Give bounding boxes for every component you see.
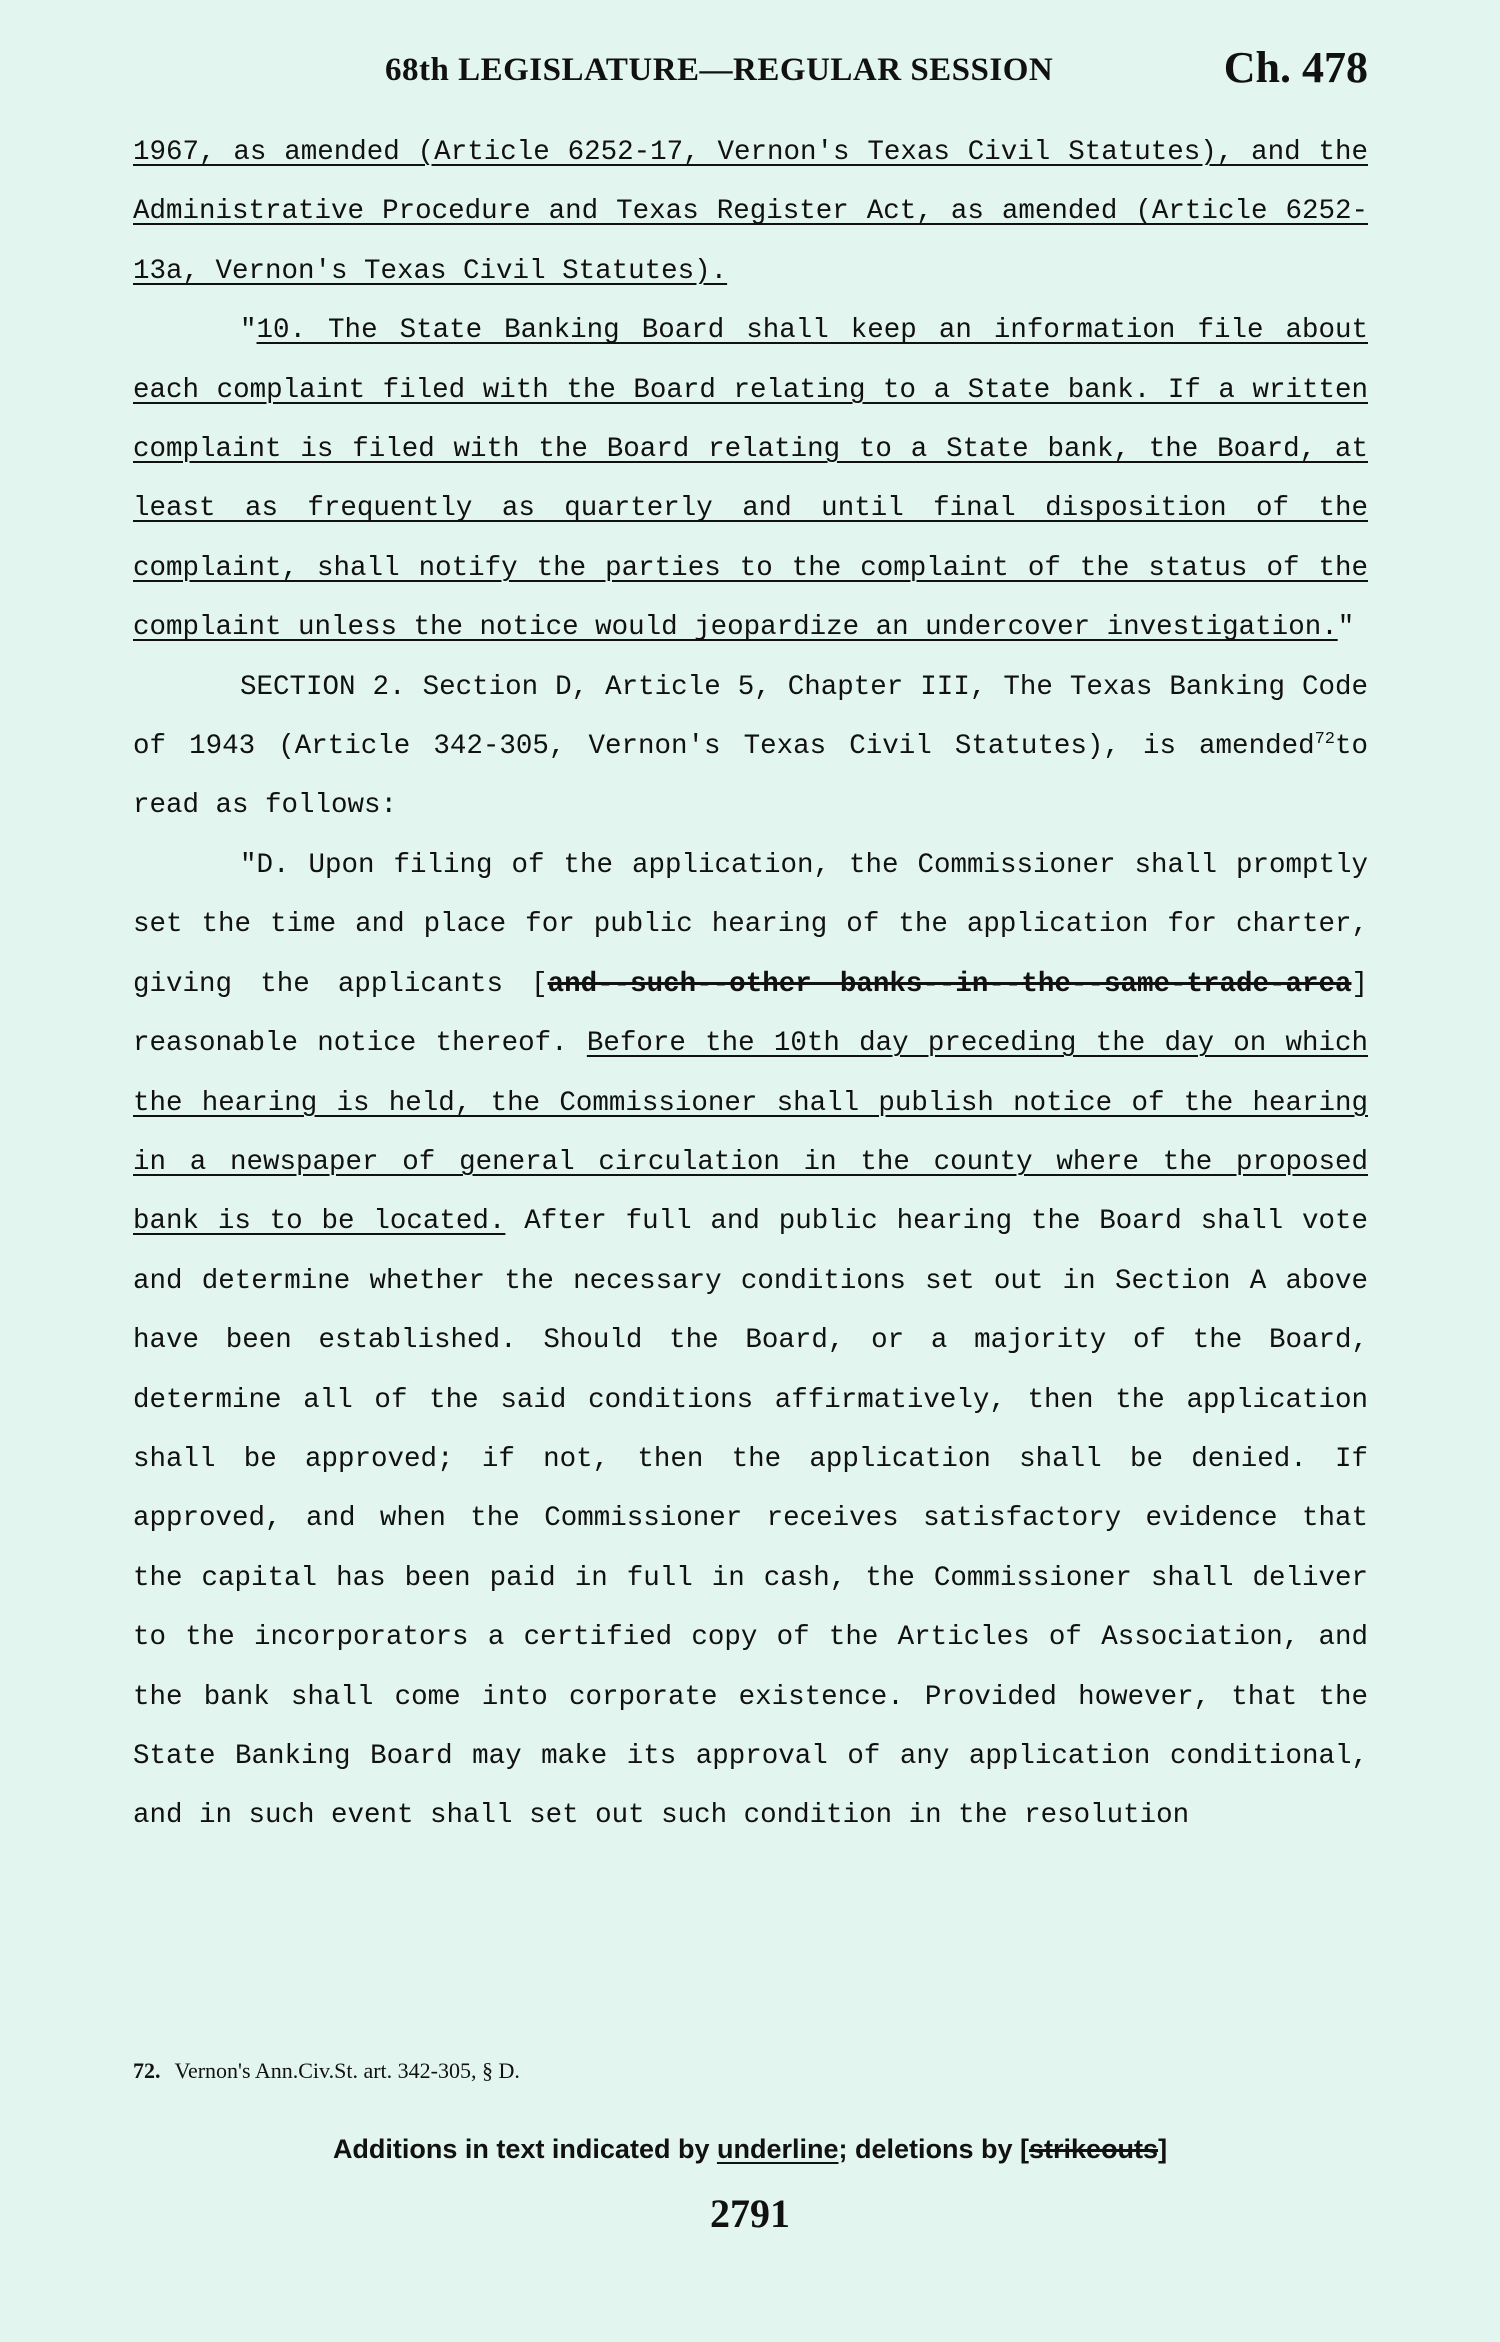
footnote-text: Vernon's Ann.Civ.St. art. 342-305, § D. <box>174 2058 520 2083</box>
page-number: 2791 <box>710 2191 790 2236</box>
section-d-text: "D. Upon filing of the application, the Commissioner shall promptly set the time and place for public hearing of the application for charter, giving the applicants [ <box>133 849 1368 1000</box>
paragraph-section-d <box>133 836 1368 1846</box>
paragraph-section-2 <box>133 658 1368 836</box>
section-d-text-3: After full and public hearing the Board shall vote and determine whether the necessary conditions set out in Section A above have been established. Should the Board, or a majority of the Board, determine all of the said conditions affirmatively, then the application shall be approved; if not, then the application shall be denied. If approved, and when the Commissioner receives satisfactory evidence that the capital has been paid in full in cash, the Commissioner shall deliver to the incorporators a certified copy of the Articles of Association, and the bank shall come into corporate existence. Provided however, that the State Banking Board may make its approval of any application conditional, and in such event shall set out such condition in the resolution <box>133 1206 1369 1832</box>
deleted-text: and--such--other banks--in--the--same-trade-area <box>547 968 1352 1000</box>
added-text: 1967, as amended (Article 6252-17, Vernon's Texas Civil Statutes), and the Administrative Procedure and Texas Register Act, as amended (Article 6252-13a, Vernon's Texas Civil Statutes). <box>133 137 1368 287</box>
added-text: 10. The State Banking Board shall keep an information file about each complaint filed with the Board relating to a State bank. If a written complaint is filed with the Board relating to a State bank, the Board, at least as frequently as quarterly and until final disposition of the complaint, shall notify the parties to the complaint of the status of the complaint unless the notice would jeopardize an undercover investigation. <box>133 315 1368 644</box>
section-text-end: to read as follows: <box>133 731 1368 822</box>
close-quote: " <box>1337 612 1355 644</box>
legend-underline-example: underline <box>716 2134 839 2164</box>
section-d-text-2: ] reasonable notice thereof. <box>133 968 1368 1060</box>
added-text: Before the 10th day preceding the day on which the hearing is held, the Commissioner shall publish notice of the hearing in a newspaper of general circulation in the county where the proposed bank is to be located. <box>133 1028 1369 1238</box>
session-title: 68th LEGISLATURE—REGULAR SESSION <box>385 52 1054 88</box>
footnote-number: 72. <box>133 2058 161 2083</box>
section-text: SECTION 2. Section D, Article 5, Chapter III, The Texas Banking Code of 1943 (Article 342-305, Vernon's Texas Civil Statutes), is amended <box>133 671 1368 763</box>
open-quote: " <box>240 315 257 347</box>
page-header <box>133 40 1368 100</box>
legend-suffix: ] <box>1158 2134 1168 2164</box>
footnote <box>133 2058 520 2084</box>
chapter-label: Ch. 478 <box>1223 43 1368 92</box>
footnote-reference: 72 <box>1314 729 1335 749</box>
statute-body <box>133 123 1368 1846</box>
legend-middle: ; deletions by [ <box>838 2134 1030 2164</box>
paragraph-continued <box>133 123 1368 301</box>
legend-strike-example: strikeouts <box>1029 2134 1159 2164</box>
legend-prefix: Additions in text indicated by <box>332 2134 717 2164</box>
legend <box>0 2134 1500 2165</box>
paragraph-section-10 <box>133 301 1368 657</box>
